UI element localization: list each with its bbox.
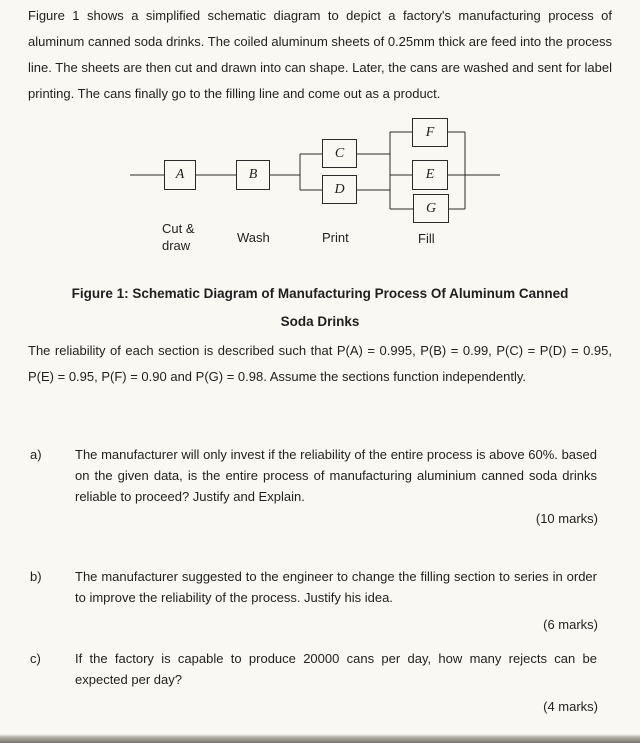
block-g: G [413, 194, 449, 223]
figure-caption-line2: Soda Drinks [280, 314, 360, 329]
figure-caption-line1: Figure 1: Schematic Diagram of Manufacturing Process Of Aluminum Canned [71, 286, 569, 301]
block-b: B [236, 160, 270, 190]
block-d: D [322, 175, 357, 204]
flow-lines [0, 110, 640, 262]
question-b-marks: (6 marks) [543, 617, 598, 632]
block-c: C [322, 139, 357, 168]
question-b-text: The manufacturer suggested to the engineer to change the filling section to series in order to improve the reliability of the process. Justify his idea. [75, 569, 597, 605]
question-c-marks: (4 marks) [543, 699, 598, 714]
label-wash: Wash [237, 230, 270, 245]
label-cut-line1: Cut & [162, 221, 195, 236]
question-b-label: b) [30, 569, 42, 584]
figure-caption [0, 280, 640, 336]
label-print: Print [322, 230, 349, 245]
question-a-marks: (10 marks) [535, 511, 598, 526]
question-a-text: The manufacturer will only invest if the reliability of the entire process is above 60%. based on the given data, is the entire process of manufacturing aluminium canned soda drinks reliable to proceed? Justify and Explain. [75, 447, 597, 504]
block-a: A [164, 160, 196, 190]
label-cut-and-draw [162, 220, 195, 254]
reliability-paragraph: The reliability of each section is described such that P(A) = 0.995, P(B) = 0.99, P(C) = P(D) = 0.95, P(E) = 0.95, P(F) = 0.90 and P(G) = 0.98. Assume the sections function independently. [28, 343, 612, 384]
question-a-label: a) [30, 447, 42, 462]
question-c-label: c) [30, 651, 41, 666]
scan-shadow-edge [0, 734, 640, 743]
label-cut-line2: draw [162, 238, 191, 253]
question-c-text: If the factory is capable to produce 20000 cans per day, how many rejects can be expected per day? [75, 651, 597, 687]
intro-paragraph: Figure 1 shows a simplified schematic diagram to depict a factory's manufacturing process of aluminum canned soda drinks. The coiled aluminum sheets of 0.25mm thick are feed into the process line. The sheets are then cut and drawn into can shape. Later, the cans are washed and sent for label printing. The cans finally go to the filling line and come out as a product. [28, 8, 612, 101]
block-f: F [412, 118, 448, 147]
block-e: E [412, 160, 448, 190]
process-block-diagram [0, 110, 640, 262]
label-fill: Fill [418, 231, 435, 246]
